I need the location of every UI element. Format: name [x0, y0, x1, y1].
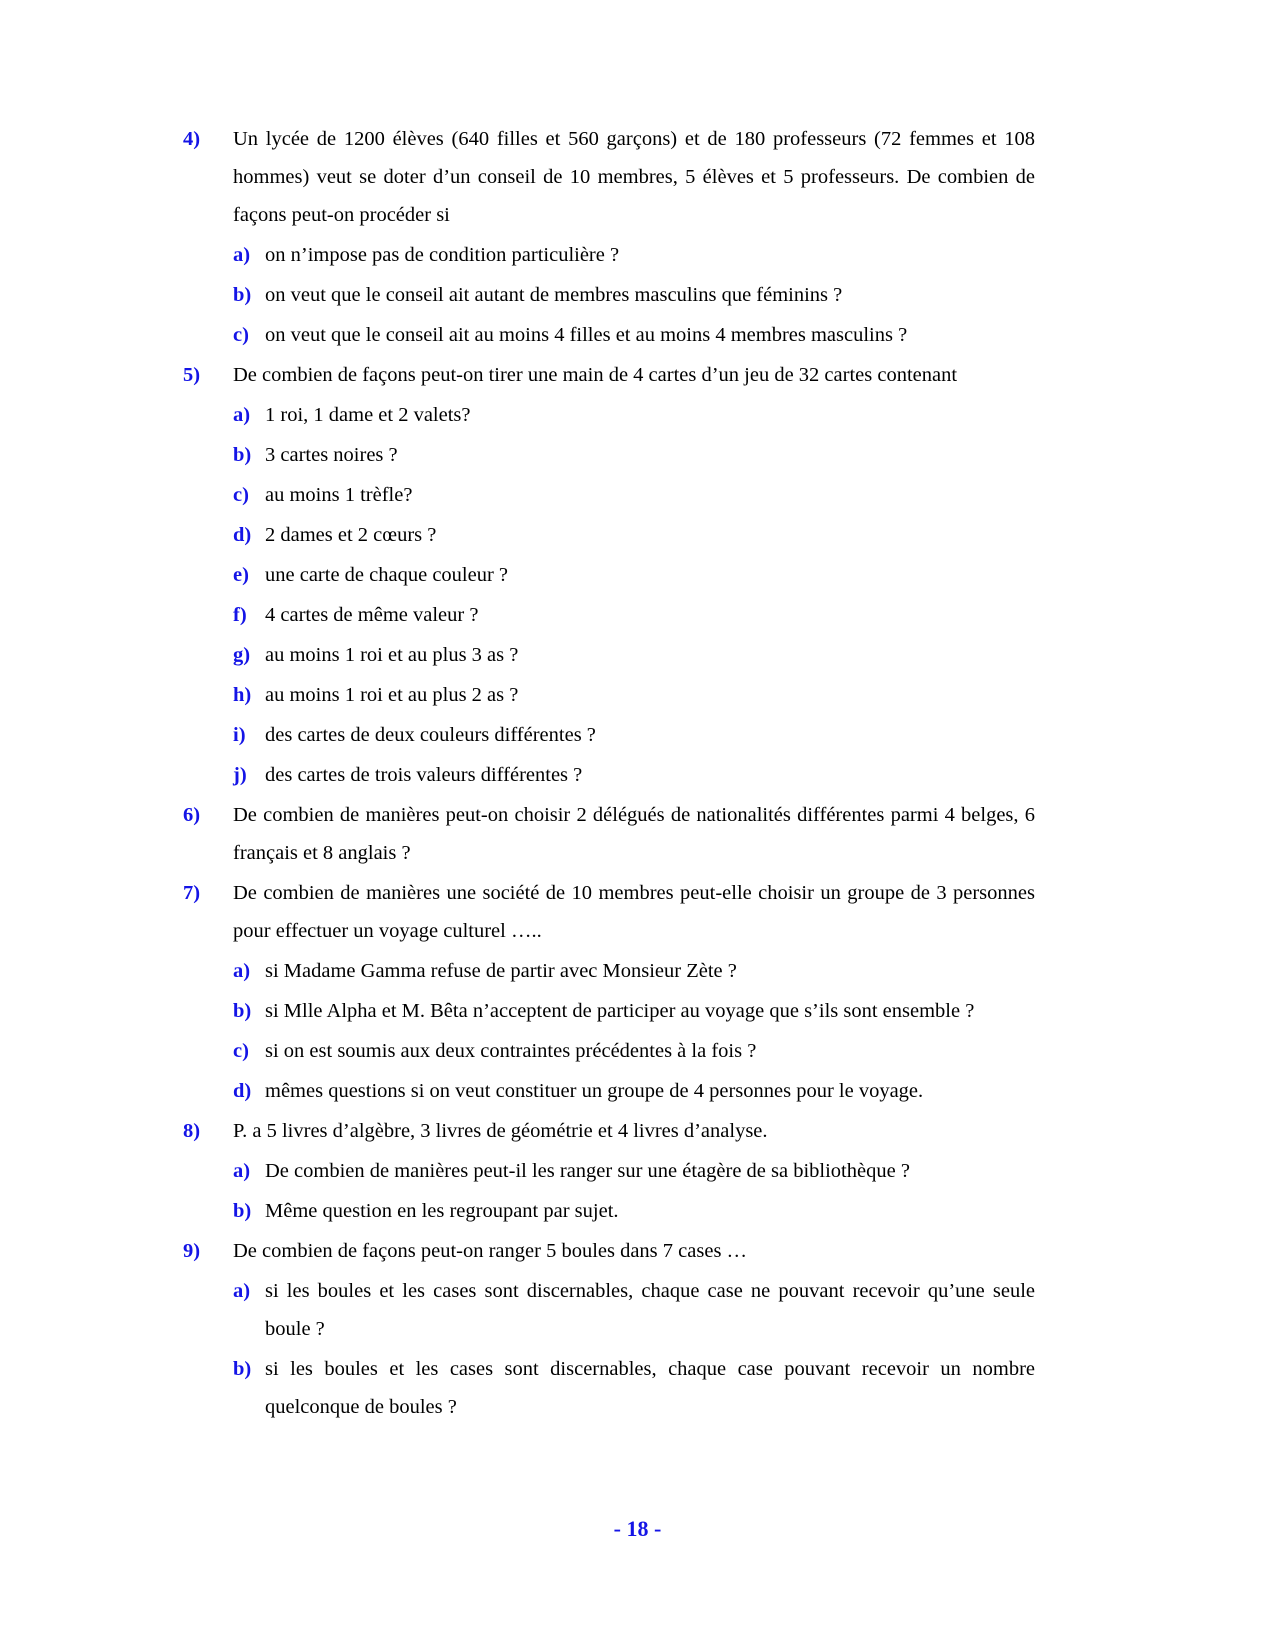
subitem-text: si on est soumis aux deux contraintes précédentes à la fois ?	[265, 1040, 757, 1062]
exercise-subitem	[175, 436, 1035, 474]
subitem-text: 2 dames et 2 cœurs ?	[265, 524, 437, 546]
exercise-text: De combien de façons peut-on ranger 5 boules dans 7 cases …	[233, 1240, 748, 1262]
subitem-label: b)	[233, 284, 252, 306]
subitem-label: i)	[233, 724, 246, 746]
exercise-subitem	[175, 1032, 1035, 1070]
exercise-item	[175, 356, 1035, 394]
subitem-text: on veut que le conseil ait autant de membres masculins que féminins ?	[265, 284, 843, 306]
exercise-item	[175, 1112, 1035, 1150]
subitem-label: a)	[233, 404, 251, 426]
exercise-subitem	[175, 1072, 1035, 1110]
exercise-subitem	[175, 276, 1035, 314]
page-number: - 18 -	[613, 1516, 662, 1541]
subitem-text: 1 roi, 1 dame et 2 valets?	[265, 404, 471, 426]
subitem-text: une carte de chaque couleur ?	[265, 564, 509, 586]
exercise-subitem	[175, 952, 1035, 990]
subitem-label: d)	[233, 1080, 252, 1102]
exercise-text: De combien de manières peut-on choisir 2 délégués de nationalités différentes parmi 4 belges, 6 français et 8 anglais ?	[233, 804, 1035, 864]
subitem-text: au moins 1 roi et au plus 2 as ?	[265, 684, 519, 706]
exercise-subitem	[175, 556, 1035, 594]
subitem-text: si les boules et les cases sont discernables, chaque case ne pouvant recevoir qu’une seule boule ?	[265, 1280, 1035, 1340]
subitem-label: j)	[233, 764, 247, 786]
subitem-label: c)	[233, 1040, 249, 1062]
exercise-subitem	[175, 516, 1035, 554]
exercise-item	[175, 874, 1035, 950]
exercise-subitem	[175, 596, 1035, 634]
subitem-text: mêmes questions si on veut constituer un groupe de 4 personnes pour le voyage.	[265, 1080, 924, 1102]
subitem-text: des cartes de trois valeurs différentes ?	[265, 764, 583, 786]
subitem-text: 3 cartes noires ?	[265, 444, 398, 466]
subitem-text: si les boules et les cases sont discernables, chaque case pouvant recevoir un nombre quelconque de boules ?	[265, 1358, 1035, 1418]
subitem-text: Même question en les regroupant par sujet.	[265, 1200, 619, 1222]
subitem-label: g)	[233, 644, 251, 666]
subitem-label: b)	[233, 1000, 252, 1022]
exercise-text: P. a 5 livres d’algèbre, 3 livres de géométrie et 4 livres d’analyse.	[233, 1120, 768, 1142]
subitem-label: c)	[233, 324, 249, 346]
subitem-text: des cartes de deux couleurs différentes ?	[265, 724, 596, 746]
exercise-subitem	[175, 1192, 1035, 1230]
exercise-subitem	[175, 236, 1035, 274]
exercise-subitem	[175, 1152, 1035, 1190]
exercise-item	[175, 120, 1035, 234]
subitem-text: on veut que le conseil ait au moins 4 filles et au moins 4 membres masculins ?	[265, 324, 908, 346]
exercise-subitem	[175, 676, 1035, 714]
subitem-label: a)	[233, 244, 251, 266]
subitem-label: a)	[233, 960, 251, 982]
subitem-label: c)	[233, 484, 249, 506]
exercise-subitem	[175, 316, 1035, 354]
exercise-number: 5)	[183, 364, 201, 386]
subitem-text: De combien de manières peut-il les ranger sur une étagère de sa bibliothèque ?	[265, 1160, 910, 1182]
subitem-text: on n’impose pas de condition particulière ?	[265, 244, 620, 266]
subitem-label: a)	[233, 1160, 251, 1182]
subitem-text: si Madame Gamma refuse de partir avec Monsieur Zète ?	[265, 960, 737, 982]
exercise-subitem	[175, 476, 1035, 514]
subitem-label: b)	[233, 1200, 252, 1222]
subitem-label: f)	[233, 604, 247, 626]
subitem-text: au moins 1 roi et au plus 3 as ?	[265, 644, 519, 666]
subitem-label: b)	[233, 1358, 252, 1380]
subitem-text: si Mlle Alpha et M. Bêta n’acceptent de participer au voyage que s’ils sont ensemble ?	[265, 1000, 975, 1022]
exercise-text: De combien de façons peut-on tirer une main de 4 cartes d’un jeu de 32 cartes contenant	[233, 364, 958, 386]
subitem-text: au moins 1 trèfle?	[265, 484, 413, 506]
exercise-subitem	[175, 636, 1035, 674]
exercise-number: 7)	[183, 882, 201, 904]
exercise-subitem	[175, 992, 1035, 1030]
exercise-subitem	[175, 756, 1035, 794]
exercise-subitem	[175, 396, 1035, 434]
subitem-label: a)	[233, 1280, 251, 1302]
exercise-text: De combien de manières une société de 10 membres peut-elle choisir un groupe de 3 personnes pour effectuer un voyage culturel …..	[233, 882, 1035, 942]
subitem-label: e)	[233, 564, 249, 586]
subitem-label: d)	[233, 524, 252, 546]
exercise-subitem	[175, 1350, 1035, 1426]
exercise-number: 6)	[183, 804, 201, 826]
subitem-label: b)	[233, 444, 252, 466]
exercise-subitem	[175, 1272, 1035, 1348]
exercise-number: 4)	[183, 128, 201, 150]
subitem-label: h)	[233, 684, 252, 706]
subitem-text: 4 cartes de même valeur ?	[265, 604, 479, 626]
exercise-subitem	[175, 716, 1035, 754]
exercise-text: Un lycée de 1200 élèves (640 filles et 560 garçons) et de 180 professeurs (72 femmes et 108 hommes) veut se doter d’un conseil de 10 membres, 5 élèves et 5 professeurs. De combien de façons peut-on procéder si	[233, 128, 1035, 226]
exercise-item	[175, 796, 1035, 872]
exercise-item	[175, 1232, 1035, 1270]
exercise-number: 8)	[183, 1120, 201, 1142]
exercise-number: 9)	[183, 1240, 201, 1262]
